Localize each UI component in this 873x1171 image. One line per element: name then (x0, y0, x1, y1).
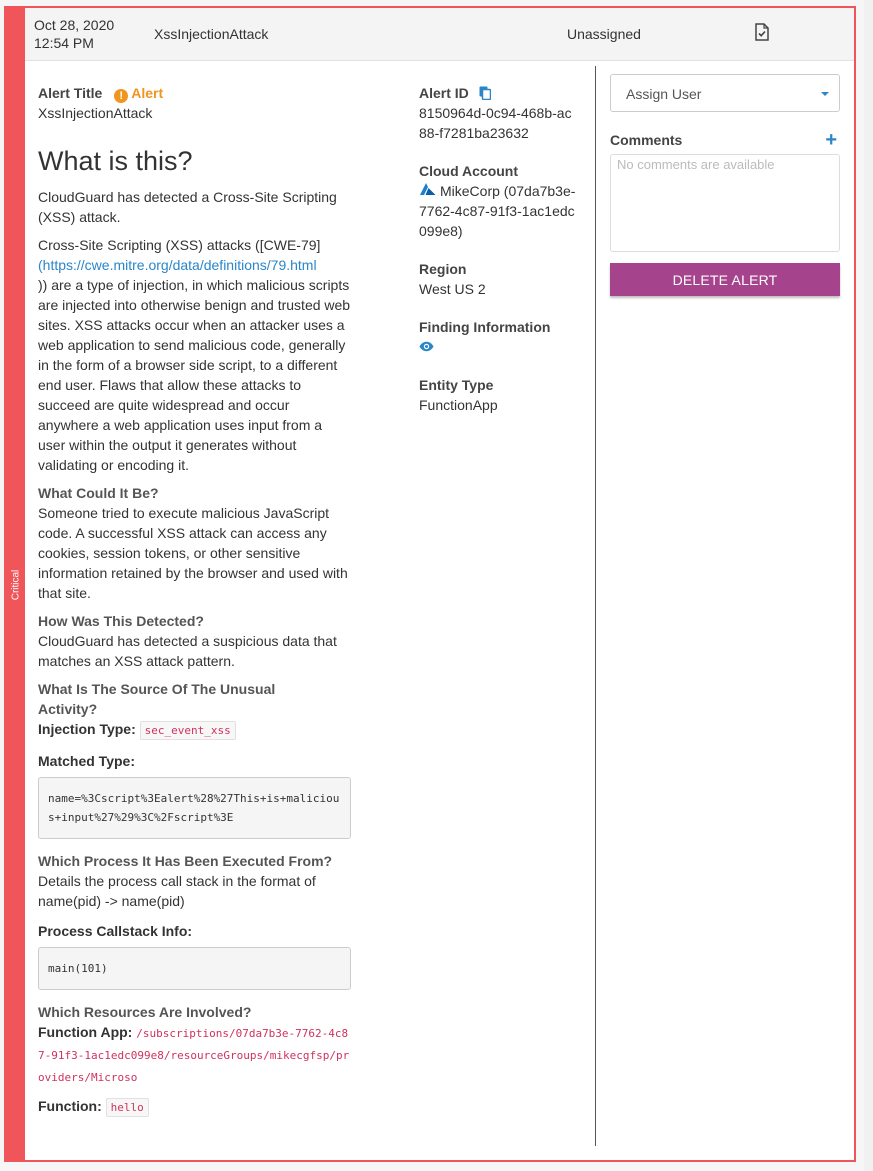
cloud-account-value: MikeCorp (07da7b3e-7762-4c87-91f3-1ac1edc099e8) (419, 183, 576, 239)
description-paragraph-1: CloudGuard has detected a Cross-Site Scripting (XSS) attack. (38, 189, 337, 225)
alert-datetime (34, 16, 114, 52)
cloud-account-label: Cloud Account (419, 163, 519, 179)
entity-type-section (419, 375, 579, 415)
alert-card (4, 6, 856, 1162)
answer-process: Details the process call stack in the format of name(pid) -> name(pid) (38, 873, 316, 909)
cloud-account-section (419, 161, 579, 241)
delete-alert-button[interactable]: DELETE ALERT (610, 263, 840, 296)
cwe-link[interactable]: (https://cwe.mitre.org/data/definitions/79.html (38, 257, 317, 273)
header-title: XssInjectionAttack (154, 26, 269, 42)
callstack-label: Process Callstack Info: (38, 923, 193, 939)
comments-box[interactable]: No comments are available (610, 154, 840, 252)
add-comment-icon[interactable]: + (825, 129, 837, 151)
entity-type-label: Entity Type (419, 377, 494, 393)
severity-strip (6, 8, 25, 1160)
entity-type-value: FunctionApp (419, 397, 498, 413)
function-app-value: /subscriptions/07da7b3e-7762-4c87-91f3-1ac1edc099e8/resourceGroups/mikecgfsp/providers/Microso (38, 1027, 350, 1084)
question-process: Which Process It Has Been Executed From? (38, 853, 333, 869)
alert-date: Oct 28, 2020 (34, 17, 115, 33)
question-resources: Which Resources Are Involved? (38, 1004, 252, 1020)
alert-id-label-row (419, 83, 579, 103)
alert-title-value: XssInjectionAttack (38, 105, 153, 121)
assignee-status: Unassigned (567, 26, 641, 42)
alert-id-value: 8150964d-0c94-468b-ac88-f7281ba23632 (419, 105, 572, 141)
injection-type-label: Injection Type: (38, 721, 136, 737)
alert-header[interactable] (25, 8, 854, 61)
alert-time: 12:54 PM (34, 35, 94, 51)
alert-id-section (419, 83, 579, 143)
question-what-could-it-be: What Could It Be? (38, 485, 159, 501)
comments-label: Comments (610, 132, 683, 148)
answer-how-detected: CloudGuard has detected a suspicious data that matches an XSS attack pattern. (38, 633, 337, 669)
finding-information-section (419, 317, 579, 357)
desc-text-start: Cross-Site Scripting (XSS) attacks ([CWE-79] (38, 237, 321, 253)
assign-user-placeholder: Assign User (626, 86, 702, 102)
alert-details-column (419, 83, 579, 433)
alert-badge-label: Alert (131, 85, 164, 101)
document-check-icon[interactable] (754, 23, 770, 41)
function-row (38, 1096, 353, 1118)
answer-what-could-it-be: Someone tried to execute malicious JavaScript code. A successful XSS attack can access any cookies, session tokens, or other sensitive information retained by the browser and used with that site. (38, 505, 348, 601)
region-value: West US 2 (419, 281, 486, 297)
matched-type-label: Matched Type: (38, 753, 135, 769)
function-label: Function: (38, 1098, 102, 1114)
copy-icon[interactable] (479, 86, 491, 100)
function-app-label: Function App: (38, 1024, 133, 1040)
alert-badge (114, 85, 163, 101)
description-paragraph-2 (38, 235, 353, 475)
alert-title-label: Alert Title (38, 85, 103, 101)
azure-icon (419, 183, 436, 197)
alert-id-label: Alert ID (419, 85, 469, 101)
function-value: hello (106, 1098, 149, 1117)
alert-actions-column (610, 74, 840, 296)
comments-header (610, 130, 840, 150)
desc-text-end: )) are a type of injection, in which malicious scripts are injected into otherwise benign and trusted web sites. XSS attacks occur when an attacker uses a web application to send malicious code, generally in the form of a browser side script, to a different end user. Flaws that allow these attacks to succeed are quite widespread and occur anywhere a web application uses input from a user within the output it generates without validating or encoding it. (38, 277, 351, 473)
region-label: Region (419, 261, 467, 277)
callstack-value: main(101) (38, 947, 351, 990)
injection-type-value: sec_event_xss (140, 721, 236, 740)
matched-type-value: name=%3Cscript%3Ealert%28%27This+is+malicious+input%27%29%3C%2Fscript%3E (38, 777, 351, 839)
question-source: What Is The Source Of The Unusual Activity? (38, 681, 276, 717)
severity-label: Critical (10, 569, 21, 601)
region-section (419, 259, 579, 299)
finding-information-label: Finding Information (419, 319, 551, 335)
column-divider (595, 66, 596, 1146)
exclamation-icon: ! (114, 89, 128, 103)
assign-user-dropdown[interactable] (610, 74, 840, 112)
injection-type-row (38, 719, 353, 741)
eye-icon[interactable] (419, 341, 434, 352)
alert-title-row (38, 83, 353, 103)
scrollbar-track[interactable] (864, 0, 873, 1171)
alert-description-column (38, 83, 353, 1126)
function-app-row (38, 1022, 353, 1088)
what-is-this-heading: What is this? (38, 146, 193, 176)
question-how-detected: How Was This Detected? (38, 613, 204, 629)
chevron-down-icon (821, 92, 829, 96)
cloud-account-row[interactable] (419, 181, 579, 241)
